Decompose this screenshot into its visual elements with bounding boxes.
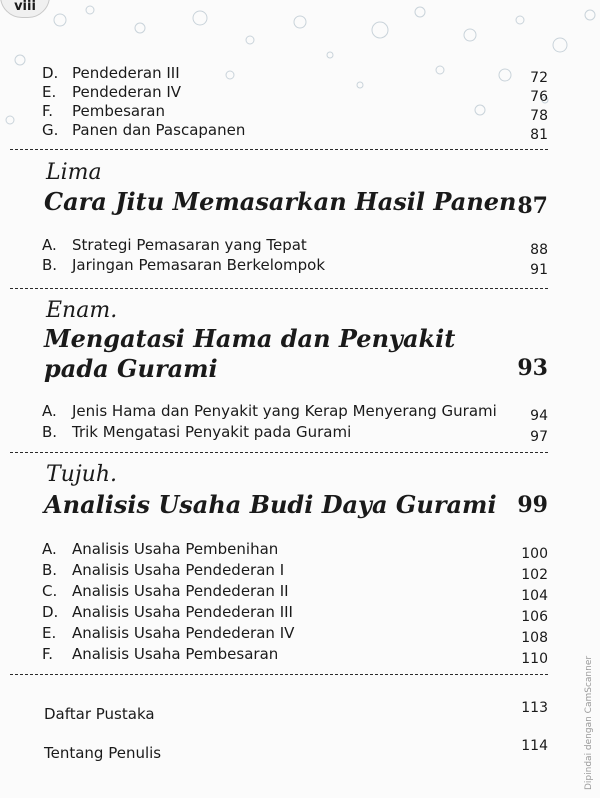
- toc-entry[interactable]: [42, 540, 548, 560]
- toc-entry[interactable]: [42, 83, 548, 103]
- section-divider: [10, 149, 548, 150]
- entry-letter: D.: [42, 603, 59, 621]
- entry-page: 94: [530, 408, 548, 424]
- entry-label: Analisis Usaha Pembenihan: [72, 540, 279, 558]
- entry-letter: A.: [42, 402, 57, 420]
- entry-page: 81: [530, 127, 548, 143]
- toc-entry[interactable]: [42, 561, 548, 581]
- chapter-page: 99: [517, 492, 548, 518]
- page-number: viii: [0, 0, 50, 18]
- entry-letter: F.: [42, 102, 53, 120]
- entry-label: Jenis Hama dan Penyakit yang Kerap Menyerang Gurami: [72, 402, 497, 420]
- entry-page: 106: [521, 609, 548, 625]
- chapter-number: Enam.: [46, 298, 118, 323]
- entry-page: 76: [530, 89, 548, 105]
- entry-page: 102: [521, 567, 548, 583]
- chapter-title-line-2[interactable]: pada Gurami: [44, 354, 218, 383]
- entry-letter: G.: [42, 121, 59, 139]
- entry-label: Pendederan IV: [72, 83, 182, 101]
- entry-label: Pendederan III: [72, 64, 180, 82]
- entry-page: 91: [530, 262, 548, 278]
- toc-entry[interactable]: [42, 402, 548, 422]
- toc-entry[interactable]: [42, 64, 548, 84]
- entry-label: Analisis Usaha Pendederan III: [72, 603, 293, 621]
- entry-page: 100: [521, 546, 548, 562]
- entry-letter: E.: [42, 624, 57, 642]
- back-matter-bibliography[interactable]: Daftar Pustaka: [44, 705, 155, 723]
- chapter-title[interactable]: Cara Jitu Memasarkan Hasil Panen: [44, 187, 517, 216]
- section-divider: [10, 288, 548, 289]
- entry-label: Jaringan Pemasaran Berkelompok: [72, 256, 326, 274]
- back-matter-page: 113: [521, 700, 548, 716]
- entry-page: 110: [521, 651, 548, 667]
- entry-letter: B.: [42, 561, 58, 579]
- entry-page: 88: [530, 242, 548, 258]
- entry-letter: A.: [42, 540, 57, 558]
- toc-entry[interactable]: [42, 423, 548, 443]
- section-divider: [10, 452, 548, 453]
- chapter-title[interactable]: Mengatasi Hama dan Penyakit: [44, 324, 456, 353]
- toc-entry[interactable]: [42, 582, 548, 602]
- chapter-page: 93: [517, 355, 548, 381]
- entry-page: 97: [530, 429, 548, 445]
- toc-entry[interactable]: [42, 102, 548, 122]
- entry-letter: A.: [42, 236, 57, 254]
- entry-label: Trik Mengatasi Penyakit pada Gurami: [72, 423, 352, 441]
- entry-letter: B.: [42, 423, 58, 441]
- chapter-title[interactable]: Analisis Usaha Budi Daya Gurami: [44, 490, 497, 519]
- entry-letter: B.: [42, 256, 58, 274]
- chapter-page: 87: [517, 193, 548, 219]
- toc-entry[interactable]: [42, 624, 548, 644]
- toc-entry[interactable]: [42, 603, 548, 623]
- chapter-number: Tujuh.: [46, 462, 117, 487]
- entry-letter: D.: [42, 64, 59, 82]
- entry-page: 108: [521, 630, 548, 646]
- entry-page: 72: [530, 70, 548, 86]
- toc-entry[interactable]: [42, 256, 548, 276]
- back-matter-page: 114: [521, 738, 548, 754]
- section-divider: [10, 674, 548, 675]
- toc-entry[interactable]: [42, 236, 548, 256]
- entry-letter: F.: [42, 645, 53, 663]
- toc-entry[interactable]: [42, 645, 548, 665]
- entry-label: Analisis Usaha Pendederan IV: [72, 624, 295, 642]
- back-matter-about-author[interactable]: Tentang Penulis: [44, 744, 162, 762]
- entry-letter: E.: [42, 83, 57, 101]
- entry-page: 104: [521, 588, 548, 604]
- entry-label: Analisis Usaha Pendederan I: [72, 561, 285, 579]
- entry-label: Pembesaran: [72, 102, 165, 120]
- entry-page: 78: [530, 108, 548, 124]
- entry-label: Analisis Usaha Pendederan II: [72, 582, 289, 600]
- toc-entry[interactable]: [42, 121, 548, 141]
- scanner-watermark: Dipindai dengan CamScanner: [584, 655, 594, 790]
- entry-letter: C.: [42, 582, 58, 600]
- entry-label: Analisis Usaha Pembesaran: [72, 645, 279, 663]
- entry-label: Strategi Pemasaran yang Tepat: [72, 236, 307, 254]
- entry-label: Panen dan Pascapanen: [72, 121, 246, 139]
- chapter-number: Lima: [46, 160, 102, 185]
